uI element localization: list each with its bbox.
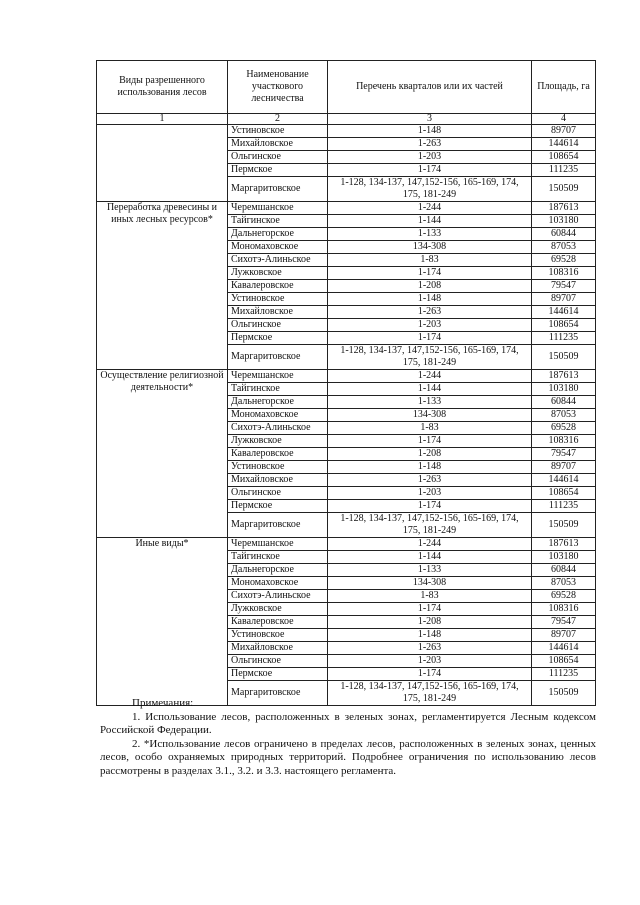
quarters-cell: 1-263 [328, 474, 532, 487]
area-cell: 150509 [532, 177, 596, 202]
header-area: Площадь, га [532, 61, 596, 114]
header-forestry: Наименование участкового лесничества [228, 61, 328, 114]
area-cell: 144614 [532, 138, 596, 151]
forestry-cell: Тайгинское [228, 215, 328, 228]
forestry-cell: Сихотэ-Алиньское [228, 422, 328, 435]
forestry-cell: Маргаритовское [228, 513, 328, 538]
forestry-cell: Мономаховское [228, 241, 328, 254]
area-cell: 144614 [532, 306, 596, 319]
notes [100, 697, 596, 778]
forestry-cell: Кавалеровское [228, 280, 328, 293]
quarters-cell: 1-208 [328, 280, 532, 293]
forestry-cell: Михайловское [228, 642, 328, 655]
quarters-cell: 1-148 [328, 629, 532, 642]
area-cell: 60844 [532, 564, 596, 577]
forestry-cell: Кавалеровское [228, 616, 328, 629]
area-cell: 150509 [532, 681, 596, 706]
quarters-cell: 1-148 [328, 125, 532, 138]
area-cell: 87053 [532, 241, 596, 254]
area-cell: 60844 [532, 228, 596, 241]
quarters-cell: 1-263 [328, 138, 532, 151]
area-cell: 103180 [532, 215, 596, 228]
quarters-cell: 1-203 [328, 487, 532, 500]
quarters-cell: 1-203 [328, 655, 532, 668]
forestry-cell: Устиновское [228, 125, 328, 138]
forestry-cell: Ольгинское [228, 487, 328, 500]
area-cell: 187613 [532, 202, 596, 215]
area-cell: 89707 [532, 293, 596, 306]
forestry-cell: Михайловское [228, 138, 328, 151]
column-number: 2 [228, 114, 328, 125]
column-number: 3 [328, 114, 532, 125]
quarters-cell: 1-208 [328, 616, 532, 629]
area-cell: 108654 [532, 655, 596, 668]
forestry-cell: Дальнегорское [228, 228, 328, 241]
forestry-cell: Сихотэ-Алиньское [228, 590, 328, 603]
quarters-cell: 134-308 [328, 409, 532, 422]
quarters-cell: 1-83 [328, 422, 532, 435]
quarters-cell: 1-144 [328, 551, 532, 564]
quarters-cell: 1-148 [328, 461, 532, 474]
forestry-cell: Мономаховское [228, 409, 328, 422]
forestry-cell: Пермское [228, 332, 328, 345]
forestry-cell: Черемшанское [228, 538, 328, 551]
header-use-type: Виды разрешенного использования лесов [97, 61, 228, 114]
forestry-cell: Лужковское [228, 267, 328, 280]
area-cell: 111235 [532, 332, 596, 345]
area-cell: 79547 [532, 616, 596, 629]
area-cell: 111235 [532, 500, 596, 513]
area-cell: 69528 [532, 422, 596, 435]
quarters-cell: 1-83 [328, 254, 532, 267]
quarters-cell: 1-174 [328, 500, 532, 513]
area-cell: 87053 [532, 409, 596, 422]
quarters-cell: 1-174 [328, 332, 532, 345]
table-body [97, 125, 596, 706]
quarters-cell: 1-128, 134-137, 147,152-156, 165-169, 174, 175, 181-249 [328, 681, 532, 706]
quarters-cell: 1-174 [328, 603, 532, 616]
note-item: 1. Использование лесов, расположенных в зеленых зонах, регламентируется Лесным кодексом Российской Федерации. [100, 710, 596, 736]
quarters-cell: 1-133 [328, 228, 532, 241]
forestry-cell: Дальнегорское [228, 396, 328, 409]
column-number-row [97, 114, 596, 125]
quarters-cell: 1-133 [328, 396, 532, 409]
forestry-cell: Устиновское [228, 461, 328, 474]
area-cell: 144614 [532, 642, 596, 655]
quarters-cell: 1-128, 134-137, 147,152-156, 165-169, 174, 175, 181-249 [328, 177, 532, 202]
area-cell: 60844 [532, 396, 596, 409]
quarters-cell: 1-244 [328, 538, 532, 551]
forestry-cell: Сихотэ-Алиньское [228, 254, 328, 267]
area-cell: 150509 [532, 513, 596, 538]
use-type-cell: Осуществление религиозной деятельности* [97, 370, 228, 538]
forestry-cell: Ольгинское [228, 151, 328, 164]
forestry-cell: Черемшанское [228, 202, 328, 215]
area-cell: 150509 [532, 345, 596, 370]
quarters-cell: 1-203 [328, 151, 532, 164]
area-cell: 103180 [532, 383, 596, 396]
forestry-cell: Михайловское [228, 306, 328, 319]
notes-title: Примечания: [132, 697, 194, 709]
forestry-cell: Лужковское [228, 435, 328, 448]
forestry-cell: Михайловское [228, 474, 328, 487]
forestry-cell: Дальнегорское [228, 564, 328, 577]
forestry-cell: Мономаховское [228, 577, 328, 590]
quarters-cell: 1-174 [328, 164, 532, 177]
forestry-cell: Маргаритовское [228, 681, 328, 706]
table-row [97, 125, 596, 138]
area-cell: 79547 [532, 448, 596, 461]
quarters-cell: 1-244 [328, 202, 532, 215]
area-cell: 187613 [532, 370, 596, 383]
forestry-cell: Пермское [228, 164, 328, 177]
quarters-cell: 1-148 [328, 293, 532, 306]
forestry-cell: Ольгинское [228, 319, 328, 332]
column-number: 4 [532, 114, 596, 125]
table-row [97, 538, 596, 551]
forestry-cell: Кавалеровское [228, 448, 328, 461]
area-cell: 108654 [532, 151, 596, 164]
quarters-cell: 1-144 [328, 383, 532, 396]
forestry-cell: Пермское [228, 668, 328, 681]
quarters-cell: 1-174 [328, 435, 532, 448]
area-cell: 87053 [532, 577, 596, 590]
area-cell: 79547 [532, 280, 596, 293]
quarters-cell: 1-133 [328, 564, 532, 577]
header-row [97, 61, 596, 114]
use-type-cell: Иные виды* [97, 538, 228, 706]
area-cell: 111235 [532, 668, 596, 681]
forest-use-table [96, 60, 596, 706]
forestry-cell: Устиновское [228, 293, 328, 306]
quarters-cell: 1-174 [328, 267, 532, 280]
header-quarters: Перечень кварталов или их частей [328, 61, 532, 114]
quarters-cell: 1-83 [328, 590, 532, 603]
note-item: 2. *Использование лесов ограничено в пределах лесов, расположенных в зеленых зонах, ценных лесов, особо охраняемых природных территорий. Подробнее ограничения по использованию лесов рассмотрены в разделах 3.1., 3.2. и 3.3. настоящего регламента. [100, 737, 596, 777]
area-cell: 69528 [532, 590, 596, 603]
use-type-cell [97, 125, 228, 202]
table-row [97, 370, 596, 383]
quarters-cell: 1-174 [328, 668, 532, 681]
quarters-cell: 1-128, 134-137, 147,152-156, 165-169, 174, 175, 181-249 [328, 513, 532, 538]
forestry-cell: Тайгинское [228, 551, 328, 564]
use-type-cell: Переработка древесины и иных лесных ресурсов* [97, 202, 228, 370]
column-number: 1 [97, 114, 228, 125]
quarters-cell: 1-203 [328, 319, 532, 332]
quarters-cell: 134-308 [328, 241, 532, 254]
area-cell: 108316 [532, 267, 596, 280]
table-row [97, 202, 596, 215]
area-cell: 108316 [532, 603, 596, 616]
forestry-cell: Ольгинское [228, 655, 328, 668]
area-cell: 111235 [532, 164, 596, 177]
quarters-cell: 1-208 [328, 448, 532, 461]
forestry-cell: Пермское [228, 500, 328, 513]
area-cell: 89707 [532, 125, 596, 138]
area-cell: 187613 [532, 538, 596, 551]
area-cell: 69528 [532, 254, 596, 267]
area-cell: 89707 [532, 629, 596, 642]
forestry-cell: Маргаритовское [228, 177, 328, 202]
quarters-cell: 1-144 [328, 215, 532, 228]
quarters-cell: 1-128, 134-137, 147,152-156, 165-169, 174, 175, 181-249 [328, 345, 532, 370]
forestry-cell: Черемшанское [228, 370, 328, 383]
area-cell: 108654 [532, 487, 596, 500]
forestry-cell: Лужковское [228, 603, 328, 616]
quarters-cell: 134-308 [328, 577, 532, 590]
area-cell: 89707 [532, 461, 596, 474]
quarters-cell: 1-263 [328, 642, 532, 655]
forestry-cell: Маргаритовское [228, 345, 328, 370]
area-cell: 108316 [532, 435, 596, 448]
quarters-cell: 1-263 [328, 306, 532, 319]
quarters-cell: 1-244 [328, 370, 532, 383]
forestry-cell: Устиновское [228, 629, 328, 642]
area-cell: 144614 [532, 474, 596, 487]
area-cell: 103180 [532, 551, 596, 564]
forestry-cell: Тайгинское [228, 383, 328, 396]
area-cell: 108654 [532, 319, 596, 332]
